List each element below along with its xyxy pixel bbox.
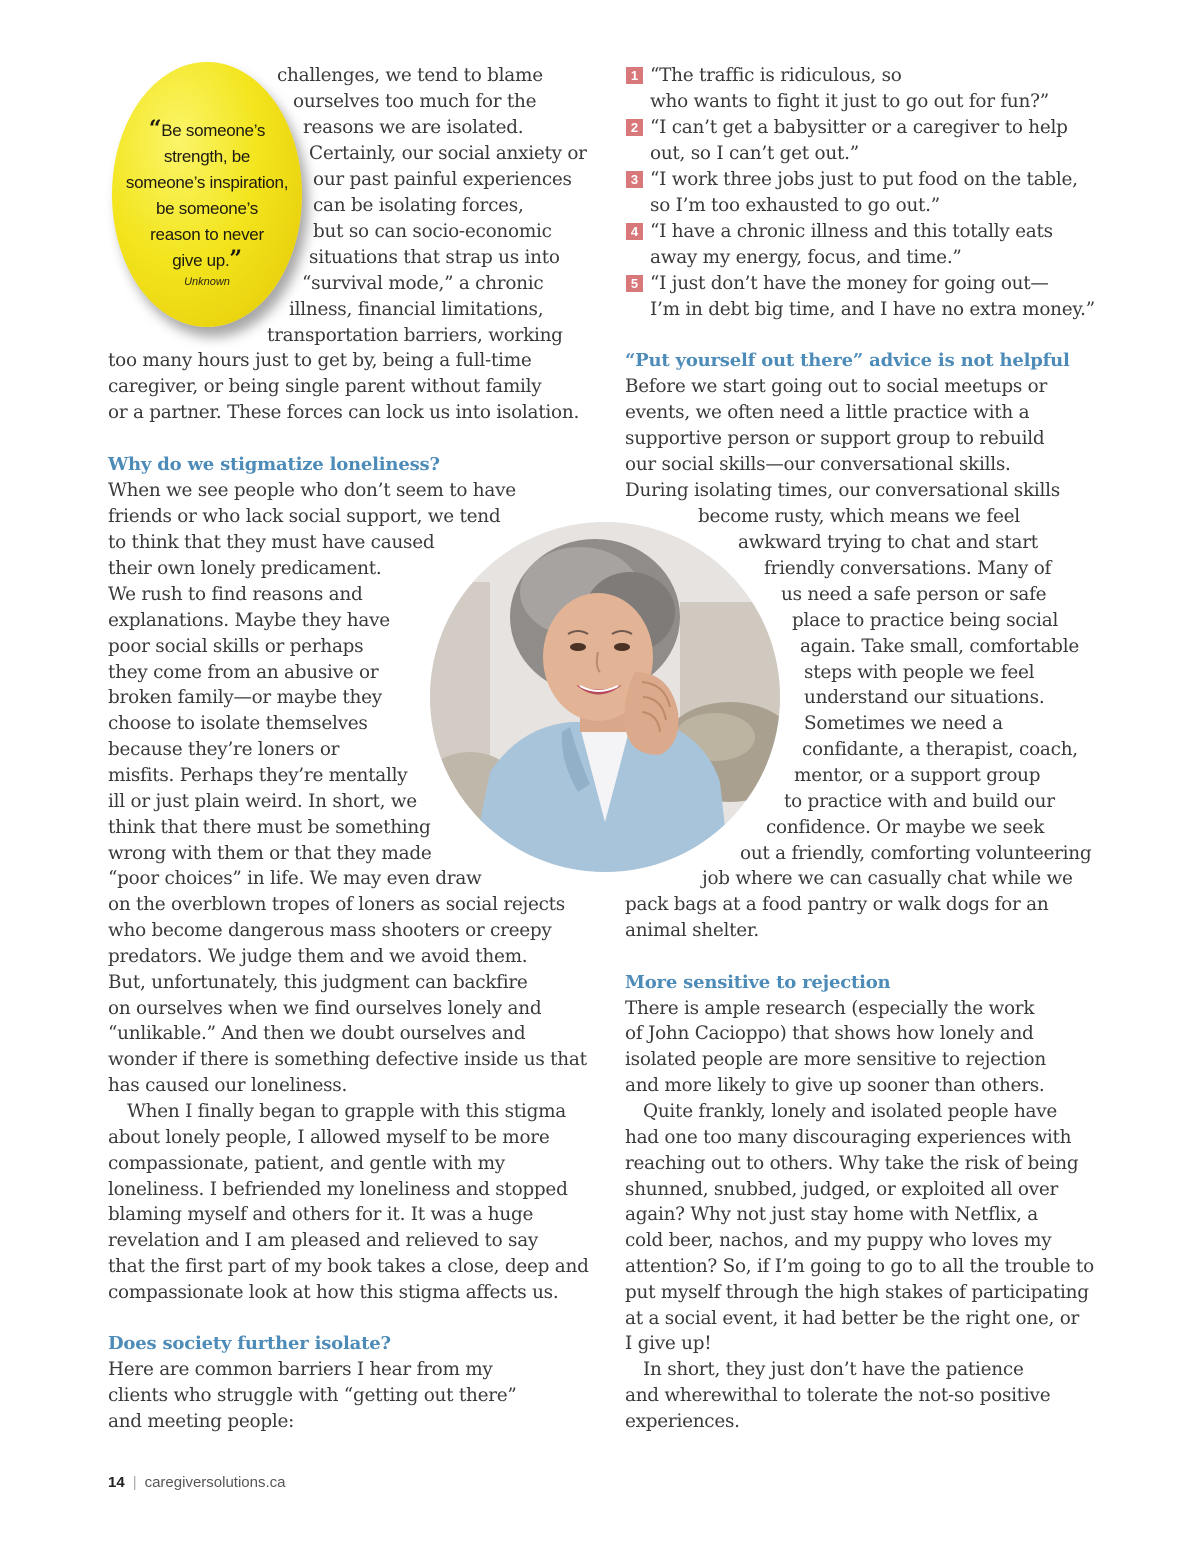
barrier-item-2-cont: out, so I can’t get out.” bbox=[650, 143, 859, 164]
body-text-line: their own lonely predicament. bbox=[108, 558, 382, 579]
body-text-line: choose to isolate themselves bbox=[108, 713, 368, 734]
body-text-line: awkward trying to chat and start bbox=[738, 532, 1038, 553]
quote-line: someone’s inspiration, bbox=[125, 173, 289, 192]
elderly-woman-photo bbox=[430, 522, 780, 872]
barrier-item-4-cont: away my energy, focus, and time.” bbox=[650, 247, 962, 268]
body-text-line: who become dangerous mass shooters or creepy bbox=[108, 920, 552, 941]
body-text-line: Certainly, our social anxiety or bbox=[309, 143, 587, 164]
body-text-line: ill or just plain weird. In short, we bbox=[108, 791, 417, 812]
body-text-line: pack bags at a food pantry or walk dogs for an bbox=[625, 894, 1049, 915]
body-text-line: misfits. Perhaps they’re mentally bbox=[108, 765, 408, 786]
section-heading-advice: “Put yourself out there” advice is not helpful bbox=[625, 350, 1070, 371]
body-text-line: Quite frankly, lonely and isolated people have bbox=[643, 1101, 1058, 1122]
body-text-line: Sometimes we need a bbox=[804, 713, 1003, 734]
body-text-line: job where we can casually chat while we bbox=[702, 868, 1073, 889]
quote-line: “Be someone’s bbox=[148, 116, 266, 142]
body-text-line: place to practice being social bbox=[792, 610, 1059, 631]
body-text-line: has caused our loneliness. bbox=[108, 1075, 348, 1096]
body-text-line: or a partner. These forces can lock us into isolation. bbox=[108, 402, 580, 423]
body-text-line: There is ample research (especially the work bbox=[625, 998, 1035, 1019]
body-text-line: “unlikable.” And then we doubt ourselves and bbox=[108, 1023, 526, 1044]
body-text-line: We rush to find reasons and bbox=[108, 584, 363, 605]
body-text-line: clients who struggle with “getting out there” bbox=[108, 1385, 517, 1406]
barrier-item-1: 1 “The traffic is ridiculous, so bbox=[626, 63, 902, 89]
body-text-line: revelation and I am pleased and relieved to say bbox=[108, 1230, 539, 1251]
body-text-line: on ourselves when we find ourselves lonely and bbox=[108, 998, 542, 1019]
body-text-line: steps with people we feel bbox=[804, 662, 1035, 683]
body-text-line: become rusty, which means we feel bbox=[698, 506, 1020, 527]
body-text-line: In short, they just don’t have the patience bbox=[643, 1359, 1024, 1380]
body-text-line: poor social skills or perhaps bbox=[108, 636, 364, 657]
body-text-line: compassionate, patient, and gentle with my bbox=[108, 1153, 505, 1174]
barrier-item-3: 3 “I work three jobs just to put food on the table, bbox=[626, 167, 1078, 193]
body-text-line: and wherewithal to tolerate the not-so positive bbox=[625, 1385, 1051, 1406]
body-text-line: loneliness. I befriended my loneliness and stopped bbox=[108, 1179, 568, 1200]
footer-site-link[interactable]: caregiversolutions.ca bbox=[144, 1474, 286, 1491]
body-text-line: and meeting people: bbox=[108, 1411, 295, 1432]
barrier-number: 4 bbox=[626, 223, 643, 240]
body-text-line: I give up! bbox=[625, 1333, 712, 1354]
body-text-line: caregiver, or being single parent without family bbox=[108, 376, 542, 397]
section-heading-society: Does society further isolate? bbox=[108, 1333, 391, 1354]
body-text-line: friendly conversations. Many of bbox=[764, 558, 1052, 579]
quote-close-mark: ” bbox=[229, 246, 242, 272]
body-text-line: think that there must be something bbox=[108, 817, 431, 838]
body-text-line: our social skills—our conversational skills. bbox=[625, 454, 1011, 475]
body-text-line: put myself through the high stakes of participating bbox=[625, 1282, 1089, 1303]
quote-author: Unknown bbox=[184, 276, 230, 288]
section-heading-stigma: Why do we stigmatize loneliness? bbox=[108, 454, 440, 475]
quote-open-mark: “ bbox=[148, 116, 162, 142]
body-text-line: on the overblown tropes of loners as social rejects bbox=[108, 894, 565, 915]
body-text-line: because they’re loners or bbox=[108, 739, 340, 760]
body-text-line: experiences. bbox=[625, 1411, 740, 1432]
body-text-line: mentor, or a support group bbox=[794, 765, 1041, 786]
body-text-line: “survival mode,” a chronic bbox=[302, 273, 544, 294]
body-text-line: confidence. Or maybe we seek bbox=[766, 817, 1045, 838]
body-text-line: friends or who lack social support, we tend bbox=[108, 506, 501, 527]
barrier-item-2: 2 “I can’t get a babysitter or a caregiver to help bbox=[626, 115, 1068, 141]
body-text-line: challenges, we tend to blame bbox=[277, 65, 543, 86]
body-text-line: about lonely people, I allowed myself to be more bbox=[108, 1127, 550, 1148]
body-text-line: cold beer, nachos, and my puppy who loves my bbox=[625, 1230, 1052, 1251]
body-text-line: transportation barriers, working bbox=[267, 325, 563, 346]
body-text-line: that the first part of my book takes a close, deep and bbox=[108, 1256, 589, 1277]
section-heading-rejection: More sensitive to rejection bbox=[625, 972, 891, 993]
body-text-line: to think that they must have caused bbox=[108, 532, 435, 553]
body-text-line: predators. We judge them and we avoid them. bbox=[108, 946, 528, 967]
body-text-line: had one too many discouraging experiences with bbox=[625, 1127, 1072, 1148]
body-text-line: When I finally began to grapple with this stigma bbox=[127, 1101, 566, 1122]
body-text-line: broken family—or maybe they bbox=[108, 687, 382, 708]
quote-line: give up.” bbox=[172, 246, 242, 272]
barrier-item-5-cont: I’m in debt big time, and I have no extra money.” bbox=[650, 299, 1095, 320]
quote-line: reason to never bbox=[150, 225, 264, 244]
body-text-line: When we see people who don’t seem to have bbox=[108, 480, 516, 501]
quote-line: strength, be bbox=[163, 147, 251, 166]
body-text-line: to practice with and build our bbox=[784, 791, 1055, 812]
body-text-line: out a friendly, comforting volunteering bbox=[740, 843, 1092, 864]
body-text-line: our past painful experiences bbox=[313, 169, 572, 190]
body-text-line: and more likely to give up sooner than others. bbox=[625, 1075, 1045, 1096]
body-text-line: situations that strap us into bbox=[309, 247, 560, 268]
body-text-line: reaching out to others. Why take the risk of being bbox=[625, 1153, 1079, 1174]
barrier-item-3-cont: so I’m too exhausted to go out.” bbox=[650, 195, 940, 216]
footer-separator: | bbox=[132, 1474, 137, 1491]
quote-line: be someone’s bbox=[156, 199, 258, 218]
body-text-line: attention? So, if I’m going to go to all the trouble to bbox=[625, 1256, 1094, 1277]
body-text-line: again. Take small, comfortable bbox=[800, 636, 1079, 657]
body-text-line: Before we start going out to social meetups or bbox=[625, 376, 1047, 397]
page-footer bbox=[108, 1474, 286, 1491]
body-text-line: too many hours just to get by, being a full-time bbox=[108, 350, 532, 371]
body-text-line: animal shelter. bbox=[625, 920, 760, 941]
body-text-line: shunned, snubbed, judged, or exploited all over bbox=[625, 1179, 1059, 1200]
body-text-line: blaming myself and others for it. It was a huge bbox=[108, 1204, 534, 1225]
barrier-number: 5 bbox=[626, 275, 643, 292]
body-text-line: wrong with them or that they made bbox=[108, 843, 432, 864]
body-text-line: us need a safe person or safe bbox=[781, 584, 1047, 605]
body-text-line: again? Why not just stay home with Netflix, a bbox=[625, 1204, 1039, 1225]
body-text-line: they come from an abusive or bbox=[108, 662, 379, 683]
body-text-line: events, we often need a little practice with a bbox=[625, 402, 1030, 423]
body-text-line: confidante, a therapist, coach, bbox=[802, 739, 1078, 760]
body-text-line: understand our situations. bbox=[804, 687, 1045, 708]
portrait-illustration bbox=[430, 522, 780, 872]
body-text-line: “poor choices” in life. We may even draw bbox=[108, 868, 482, 889]
body-text-line: isolated people are more sensitive to rejection bbox=[625, 1049, 1046, 1070]
body-text-line: Here are common barriers I hear from my bbox=[108, 1359, 493, 1380]
barrier-number: 3 bbox=[626, 171, 643, 188]
body-text-line: ourselves too much for the bbox=[293, 91, 537, 112]
body-text-line: reasons we are isolated. bbox=[303, 117, 524, 138]
body-text-line: explanations. Maybe they have bbox=[108, 610, 390, 631]
body-text-line: wonder if there is something defective inside us that bbox=[108, 1049, 587, 1070]
barrier-item-4: 4 “I have a chronic illness and this totally eats bbox=[626, 219, 1053, 245]
barrier-number: 2 bbox=[626, 119, 643, 136]
page-number: 14 bbox=[108, 1474, 125, 1491]
body-text-line: at a social event, it had better be the right one, or bbox=[625, 1308, 1080, 1329]
barrier-item-5: 5 “I just don’t have the money for going out— bbox=[626, 271, 1049, 297]
body-text-line: supportive person or support group to rebuild bbox=[625, 428, 1045, 449]
barrier-number: 1 bbox=[626, 67, 643, 84]
body-text-line: During isolating times, our conversational skills bbox=[625, 480, 1060, 501]
body-text-line: but so can socio-economic bbox=[313, 221, 552, 242]
body-text-line: can be isolating forces, bbox=[313, 195, 524, 216]
body-text-line: of John Cacioppo) that shows how lonely and bbox=[625, 1023, 1034, 1044]
barrier-item-1-cont: who wants to fight it just to go out for fun?” bbox=[650, 91, 1049, 112]
body-text-line: illness, financial limitations, bbox=[289, 299, 544, 320]
body-text-line: But, unfortunately, this judgment can backfire bbox=[108, 972, 528, 993]
body-text-line: compassionate look at how this stigma affects us. bbox=[108, 1282, 559, 1303]
